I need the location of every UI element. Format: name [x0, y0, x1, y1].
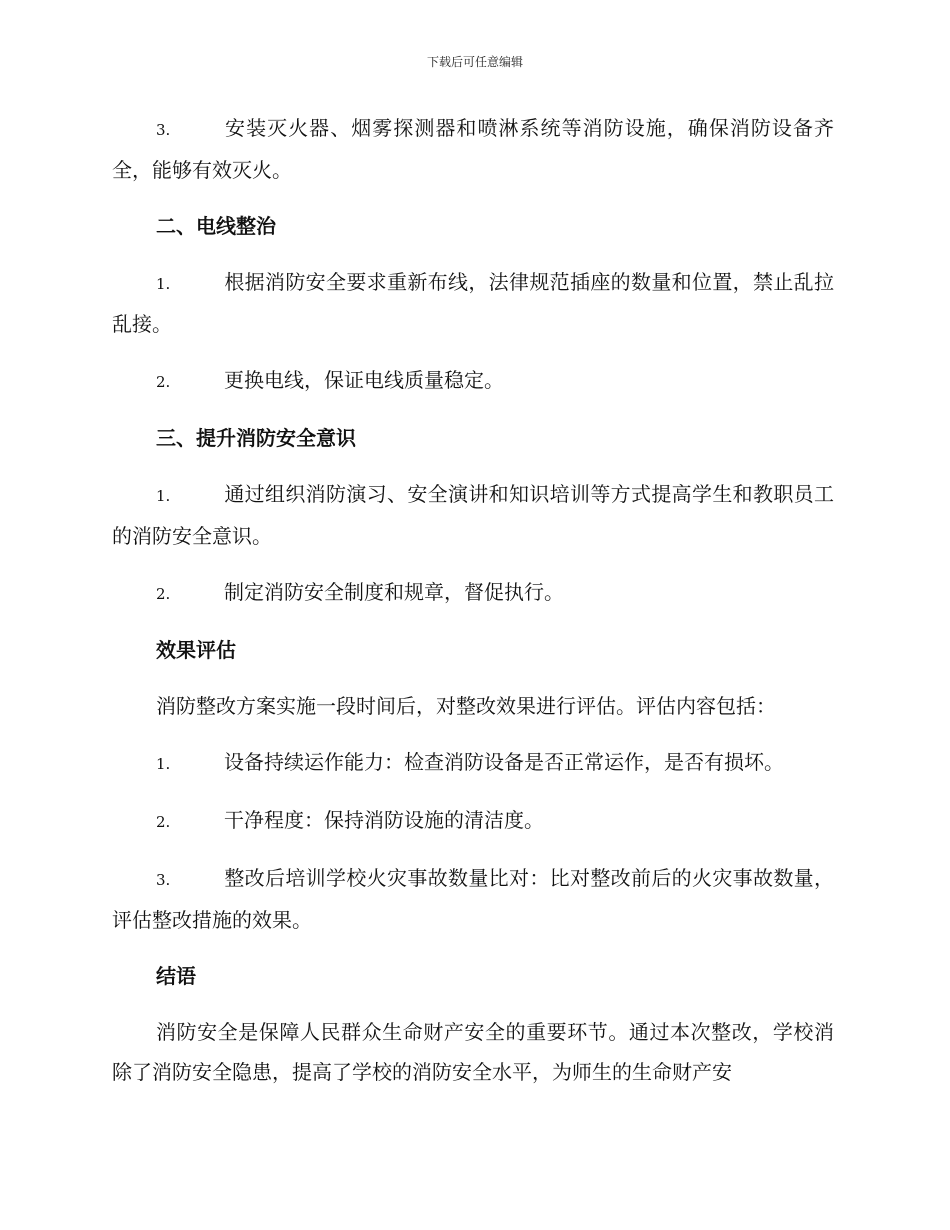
section-heading-conclusion: 结语 [156, 964, 196, 988]
list-text: 更换电线，保证电线质量稳定。 [224, 368, 504, 392]
list-text: 设备持续运作能力：检查消防设备是否正常运作，是否有损坏。 [224, 750, 784, 774]
list-text: 干净程度：保持消防设施的清洁度。 [224, 808, 544, 832]
list-number: 3. [156, 121, 171, 139]
list-number: 1. [156, 755, 171, 773]
evaluation-intro: 消防整改方案实施一段时间后，对整改效果进行评估。评估内容包括： [156, 694, 776, 718]
list-item [112, 262, 834, 344]
section-heading-evaluation: 效果评估 [156, 638, 236, 662]
list-item [112, 742, 834, 784]
list-number: 2. [156, 813, 171, 831]
list-item [112, 474, 834, 556]
list-number: 1. [156, 275, 171, 293]
section-heading-wiring: 二、电线整治 [156, 214, 276, 238]
section-heading-awareness: 三、提升消防安全意识 [156, 426, 356, 450]
list-text: 通过组织消防演习、安全演讲和知识培训等方式提高学生和教职员工的消防安全意识。 [112, 482, 834, 548]
list-text: 制定消防安全制度和规章，督促执行。 [224, 580, 564, 604]
list-text: 整改后培训学校火灾事故数量比对：比对整改前后的火灾事故数量，评估整改措施的效果。 [112, 866, 834, 932]
list-number: 3. [156, 871, 171, 889]
list-item [112, 800, 834, 842]
list-item [112, 108, 834, 190]
document-body [112, 108, 834, 1108]
list-number: 1. [156, 487, 171, 505]
list-number: 2. [156, 585, 171, 603]
header-note: 下载后可任意编辑 [426, 55, 523, 69]
conclusion-paragraph: 消防安全是保障人民群众生命财产安全的重要环节。通过本次整改，学校消除了消防安全隐患，提高了学校的消防安全水平，为师生的生命财产安 [112, 1020, 834, 1084]
list-item [112, 858, 834, 940]
list-text: 安装灭火器、烟雾探测器和喷淋系统等消防设施，确保消防设备齐全，能够有效灭火。 [112, 116, 834, 182]
list-item [112, 360, 834, 402]
list-text: 根据消防安全要求重新布线，法律规范插座的数量和位置，禁止乱拉乱接。 [112, 270, 834, 336]
list-number: 2. [156, 373, 171, 391]
list-item [112, 572, 834, 614]
